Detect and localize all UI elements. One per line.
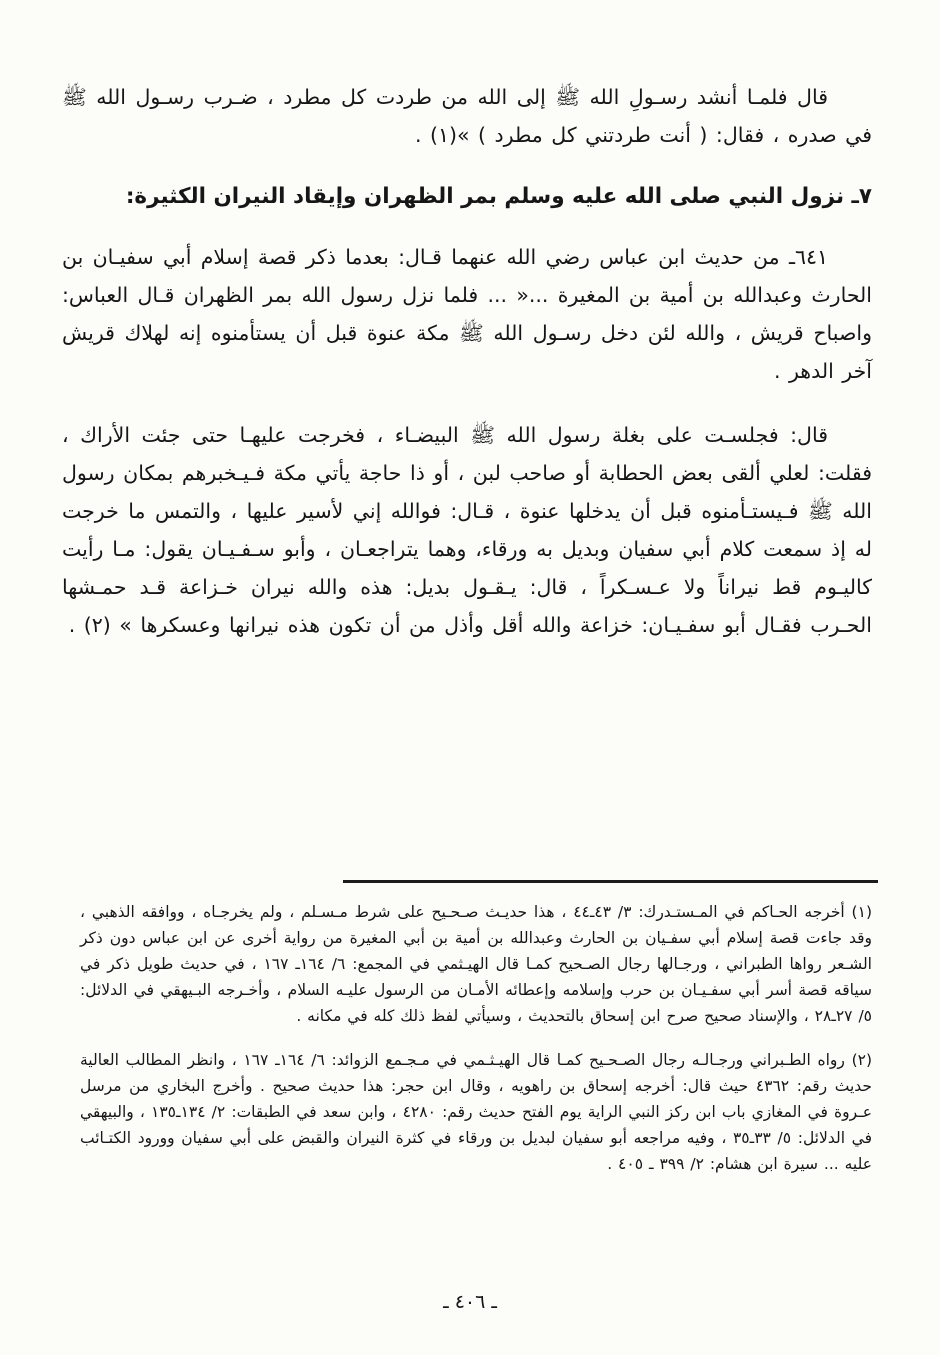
- page-number: ـ ٤٠٦ ـ: [443, 1291, 497, 1313]
- footnote: (٢) رواه الطـبراني ورجـالـه رجال الصـحـيح كمـا قال الهيـثـمي في مـجـمع الزوائد: ٦/ ١٦٤ـ ١٦٧ ، وانظر المطالب العالية حديث رقم: ٤٣٦٢ حيث قال: أخرجه إسحاق بن راهويه ، وقال ابن حجر: هذا حديث صحيح . وأخرج البخاري من مرسل عـروة في المغازي باب ابن ركز النبي الراية يوم الفتح حديث رقم: ٤٢٨٠ ، وابن سعد في الطبقات: ٢/ ١٣٤ـ١٣٥ ، والبيهقي في الدلائل: ٥/ ٣٣ـ٣٥ ، وفيه مراجعه أبو سفيان لبديل بن ورقاء في كثرة النيران والقبض على أبي سفيان وورود الكتـائب عليه ... سيرة ابن هشام: ٢/ ٣٩٩ ـ ٤٠٥ .: [80, 1051, 873, 1173]
- body-paragraph: قال فلمـا أنشد رسـولِ الله ﷺ إلى الله من طردت كل مطرد ، ضـرب رسـول الله ﷺ في صدره ، فقال: ( أنت طردتني كل مطرد ) »(١) .: [62, 85, 872, 147]
- section-heading: ٧ـ نزول النبي صلى الله عليه وسلم بمر الظهران وإيقاد النيران الكثيرة:: [125, 184, 872, 209]
- page-body: [62, 78, 872, 670]
- body-paragraph: ٦٤١ـ من حديث ابن عباس رضي الله عنهما قـال: بعدما ذكر قصة إسلام أبي سفيـان بن الحارث وعبدالله بن أمية بن المغيرة ...« ... فلما نزل رسول الله بمر الظهران قـال العباس: واصباح قريش ، والله لئن دخل رسـول الله ﷺ مكة عنوة قبل أن يستأمنوه إنه لهلاك قريش آخر الدهر .: [62, 245, 872, 383]
- footnote: (١) أخرجه الحـاكم في المـستـدرك: ٣/ ٤٣ـ٤٤ ، هذا حديـث صـحـيح على شرط مـسـلم ، ولم يخرجـاه ، ووافقه الذهبي ، وقد جاءت قصة إسلام أبي سفـيان بن الحارث وعبدالله بن أمية بن أبي المغيرة من رواية أخرى عن ابن عباس دون ذكر الشـعر رواها الطبراني ، ورجـالها رجال الصـحيح كمـا قال الهيـثمي في المجمع: ٦/ ١٦٤ـ ١٦٧ ، في حديث طويل ذكر في سياقه قصة أسر أبي سفـيـان بن حرب وإسلامه وإعطائه الأمـان من الرسول عليـه السلام ، وأخـرجه البـيهقي في الدلائل: ٥/ ٢٧ـ٢٨ ، والإسناد صحيح صرح ابن إسحاق بالتحديث ، وسيأتي لفظ ذلك كله في مكانه .: [80, 903, 872, 1025]
- body-paragraph: قال: فجلسـت على بغلة رسول الله ﷺ البيضـاء ، فخرجت عليهـا حتى جئت الأراك ، فقلت: لعلي ألقى بعض الحطابة أو صاحب لبن ، أو ذا حاجة يأتي مكة فـيـخبرهم بمكان رسول الله ﷺ فـيستـأمنوه قبل أن يدخلها عنوة ، قـال: فوالله إني لأسير عليها ، والتمس ما خرجت له إذ سمعت كلام أبي سفيان وبديل به ورقاء، وهما يتراجعـان ، وأبو سـفـيـان يقول: مـا رأيت كاليـوم قط نيراناً ولا عـسـكراً ، قال: يـقـول بديل: هذه والله نيران خـزاعة قـد حمـشها الحـرب فقـال أبو سفـيـان: خزاعة والله أقل وأذل من أن تكون هذه نيرانها وعسكرها » (٢) .: [62, 423, 872, 637]
- footnote-separator: [343, 880, 878, 883]
- footnotes-section: [70, 880, 878, 1195]
